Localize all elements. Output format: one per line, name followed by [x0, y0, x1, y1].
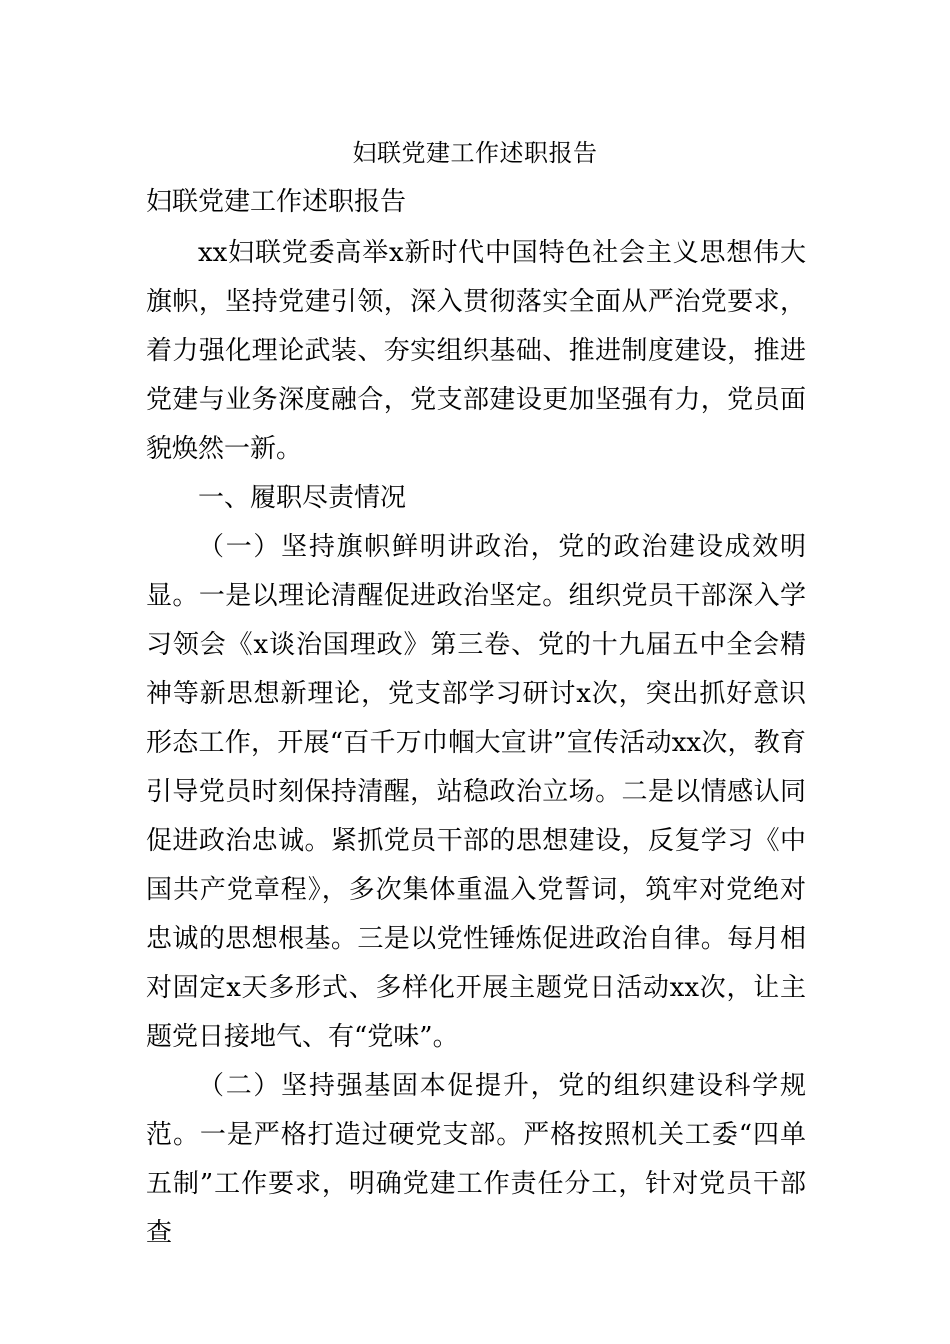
- document-subtitle: 妇联党建工作述职报告: [146, 187, 407, 217]
- document-body: [146, 229, 806, 1258]
- body-paragraph-organization-building: （二）坚持强基固本促提升，党的组织建设科学规范。一是严格打造过硬党支部。严格按照机关工委“四单五制”工作要求，明确党建工作责任分工，针对党员干部查: [146, 1071, 806, 1248]
- document-title: 妇联党建工作述职报告: [352, 139, 598, 167]
- body-paragraph-intro: xx妇联党委高举x新时代中国特色社会主义思想伟大旗帜，坚持党建引领，深入贯彻落实全面从严治党要求，着力强化理论武装、夯实组织基础、推进制度建设，推进党建与业务深度融合，党支部建设更加坚强有力，党员面貌焕然一新。: [146, 238, 806, 464]
- section-heading-duties: 一、履职尽责情况: [198, 483, 407, 513]
- body-paragraph-political-building: （一）坚持旗帜鲜明讲政治，党的政治建设成效明显。一是以理论清醒促进政治坚定。组织党员干部深入学习领会《x谈治国理政》第三卷、党的十九届五中全会精神等新思想新理论，党支部学习研讨x次，突出抓好意识形态工作，开展“百千万巾帼大宣讲”宣传活动xx次，教育引导党员时刻保持清醒，站稳政治立场。二是以情感认同促进政治忠诚。紧抓党员干部的思想建设，反复学习《中国共产党章程》，多次集体重温入党誓词，筑牢对党绝对忠诚的思想根基。三是以党性锤炼促进政治自律。每月相对固定x天多形式、多样化开展主题党日活动xx次，让主题党日接地气、有“党味”。: [146, 532, 806, 1052]
